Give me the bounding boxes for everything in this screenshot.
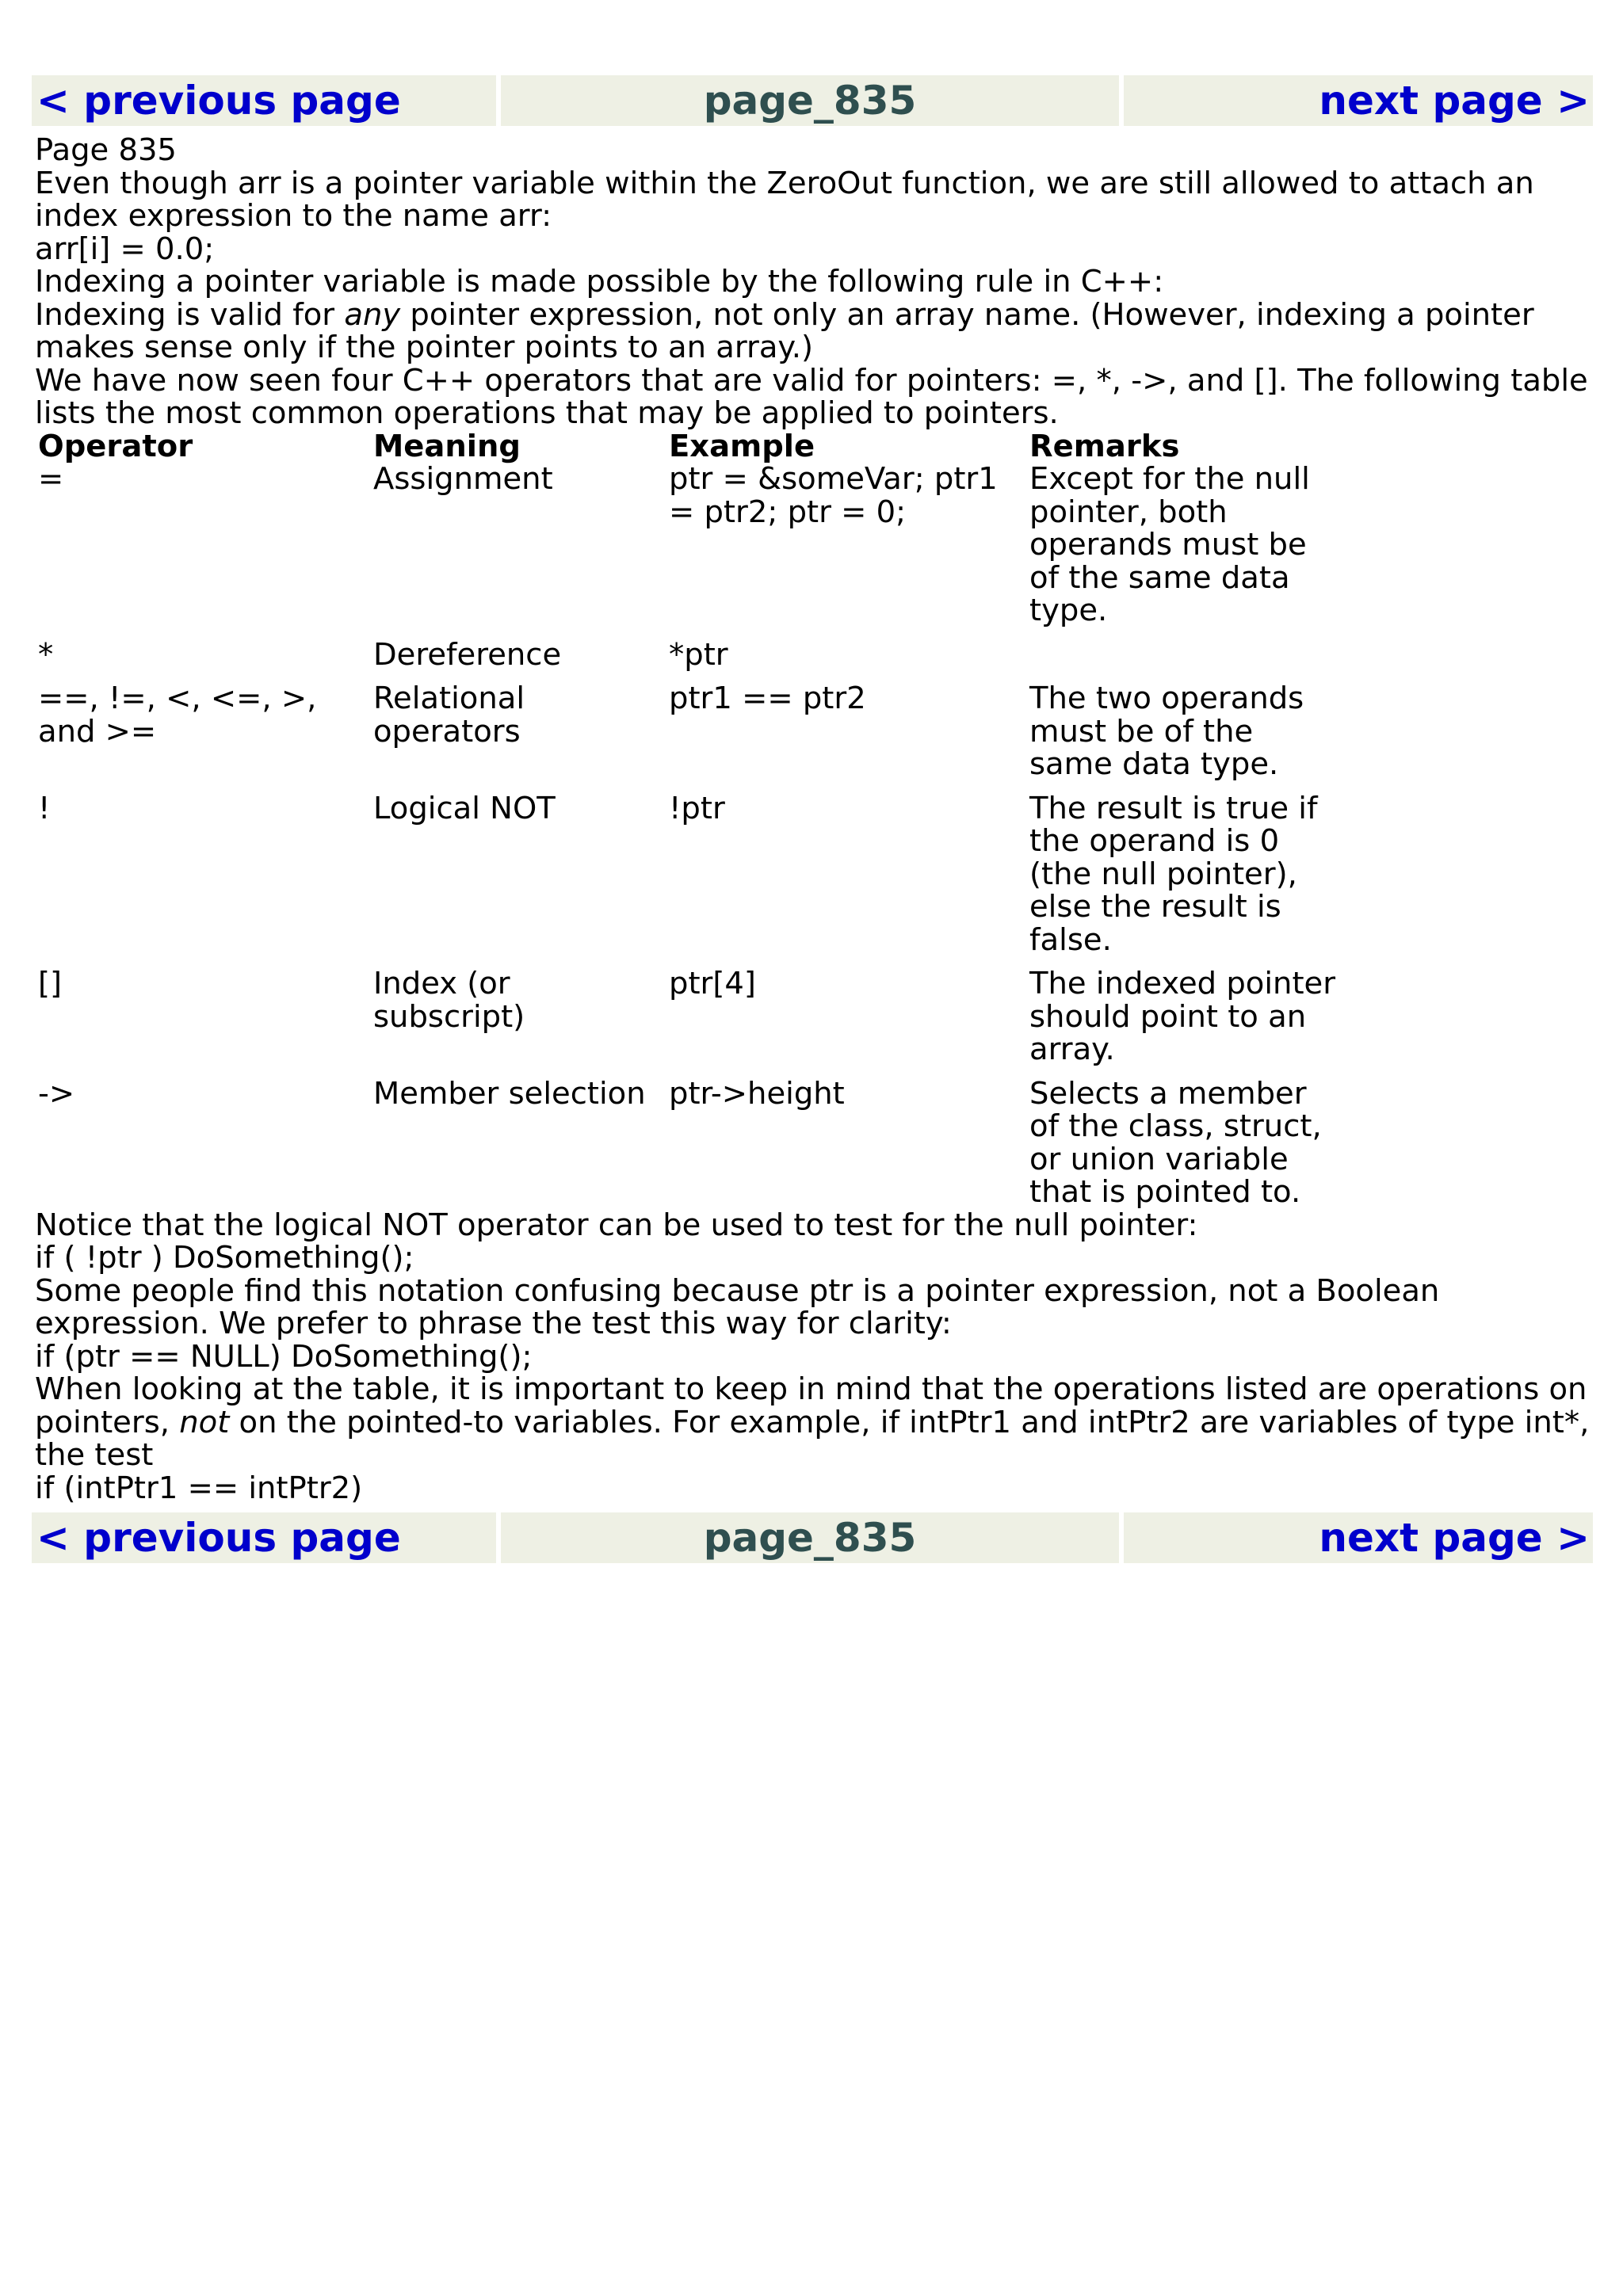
- header-example: Example: [669, 428, 815, 464]
- cell-remarks: Selects a member of the class, struct, or union variable that is pointed to.: [1029, 1075, 1322, 1210]
- cell-operator: ->: [38, 1075, 75, 1112]
- table-row: [35, 682, 1346, 792]
- document-page: [32, 75, 1593, 1563]
- cell-example: ptr[4]: [669, 966, 756, 1001]
- indexing-rule: [35, 296, 1591, 365]
- paragraph-1: Even though arr is a pointer variable within the ZeroOut function, we are still allowed to attach an index expression to the name arr:: [35, 165, 1534, 234]
- bottom-next-page-link[interactable]: next page >: [1319, 1515, 1590, 1561]
- p6-text-after: on the pointed-to variables. For example, if intPtr1 and intPtr2 are variables of type int*, the test: [35, 1404, 1590, 1473]
- bottom-navigation-bar: [32, 1512, 1593, 1563]
- top-navigation-bar: [32, 75, 1593, 126]
- cell-operator: ==, !=, <, <=, >, and >=: [38, 681, 317, 749]
- rule-text-before: Indexing is valid for: [35, 296, 345, 333]
- top-previous-page-link[interactable]: < previous page: [36, 78, 401, 124]
- cell-example: ptr = &someVar; ptr1 = ptr2; ptr = 0;: [669, 461, 998, 530]
- cell-example: *ptr: [669, 636, 728, 673]
- header-operator: Operator: [38, 428, 193, 464]
- paragraph-2: Indexing a pointer variable is made possible by the following rule in C++:: [35, 264, 1164, 299]
- code-line-2: if ( !ptr ) DoSomething();: [35, 1240, 414, 1276]
- code-line-1: arr[i] = 0.0;: [35, 231, 215, 267]
- cell-operator: *: [38, 636, 54, 673]
- cell-meaning: Index (or subscript): [373, 966, 525, 1035]
- paragraph-4: Notice that the logical NOT operator can be used to test for the null pointer:: [35, 1207, 1198, 1243]
- cell-remarks: Except for the null pointer, both operands must be of the same data type.: [1029, 461, 1310, 628]
- bottom-page-label: page_835: [501, 1512, 1119, 1563]
- top-prev-cell: [32, 75, 496, 126]
- cell-meaning: Relational operators: [373, 681, 525, 749]
- bottom-prev-cell: [32, 1512, 496, 1563]
- cell-remarks: The two operands must be of the same data type.: [1029, 681, 1304, 782]
- p6-text-before: When looking at the table, it is important to keep in mind that the operations listed are operations on pointers,: [35, 1371, 1587, 1440]
- bottom-next-cell: [1124, 1512, 1593, 1563]
- table-row: [35, 967, 1346, 1077]
- table-header-row: [35, 430, 1346, 463]
- cell-operator: !: [38, 790, 51, 826]
- page-body: [35, 134, 1591, 1505]
- paragraph-6: [35, 1373, 1591, 1472]
- bottom-previous-page-link[interactable]: < previous page: [36, 1515, 401, 1561]
- cell-operator: []: [38, 966, 63, 1001]
- header-meaning: Meaning: [373, 428, 521, 464]
- rule-text-after: pointer expression, not only an array name. (However, indexing a pointer makes sense only if the pointer points to an array.): [35, 296, 1534, 365]
- cell-meaning: Logical NOT: [373, 790, 556, 826]
- cell-meaning: Dereference: [373, 636, 562, 673]
- table-row: [35, 463, 1346, 639]
- paragraph-3: We have now seen four C++ operators that are valid for pointers: =, *, ->, and []. The following table lists the most common operations that may be applied to pointers.: [35, 362, 1588, 431]
- cell-meaning: Assignment: [373, 461, 553, 497]
- pointer-operations-table: [35, 430, 1346, 1209]
- table-row: [35, 1077, 1346, 1209]
- table-row: [35, 639, 1346, 683]
- cell-example: !ptr: [669, 790, 725, 826]
- table-row: [35, 792, 1346, 968]
- code-line-3: if (ptr == NULL) DoSomething();: [35, 1338, 533, 1375]
- p6-emphasis: not: [179, 1404, 230, 1440]
- cell-meaning: Member selection: [373, 1075, 646, 1112]
- top-next-page-link[interactable]: next page >: [1319, 78, 1590, 124]
- cell-example: ptr->height: [669, 1075, 845, 1112]
- page-heading: Page 835: [35, 132, 177, 168]
- paragraph-5: Some people find this notation confusing because ptr is a pointer expression, not a Boolean expression. We prefer to phrase the test this way for clarity:: [35, 1272, 1440, 1341]
- cell-example: ptr1 == ptr2: [669, 681, 866, 716]
- cell-remarks: The result is true if the operand is 0 (the null pointer), else the result is false.: [1029, 790, 1318, 958]
- top-page-label: page_835: [501, 75, 1119, 126]
- cell-remarks: The indexed pointer should point to an array.: [1029, 966, 1336, 1067]
- cell-remarks: [1026, 639, 1346, 683]
- code-line-4: if (intPtr1 == intPtr2): [35, 1470, 363, 1506]
- top-next-cell: [1124, 75, 1593, 126]
- header-remarks: Remarks: [1029, 428, 1180, 464]
- cell-operator: =: [38, 461, 64, 497]
- rule-emphasis: any: [344, 296, 401, 333]
